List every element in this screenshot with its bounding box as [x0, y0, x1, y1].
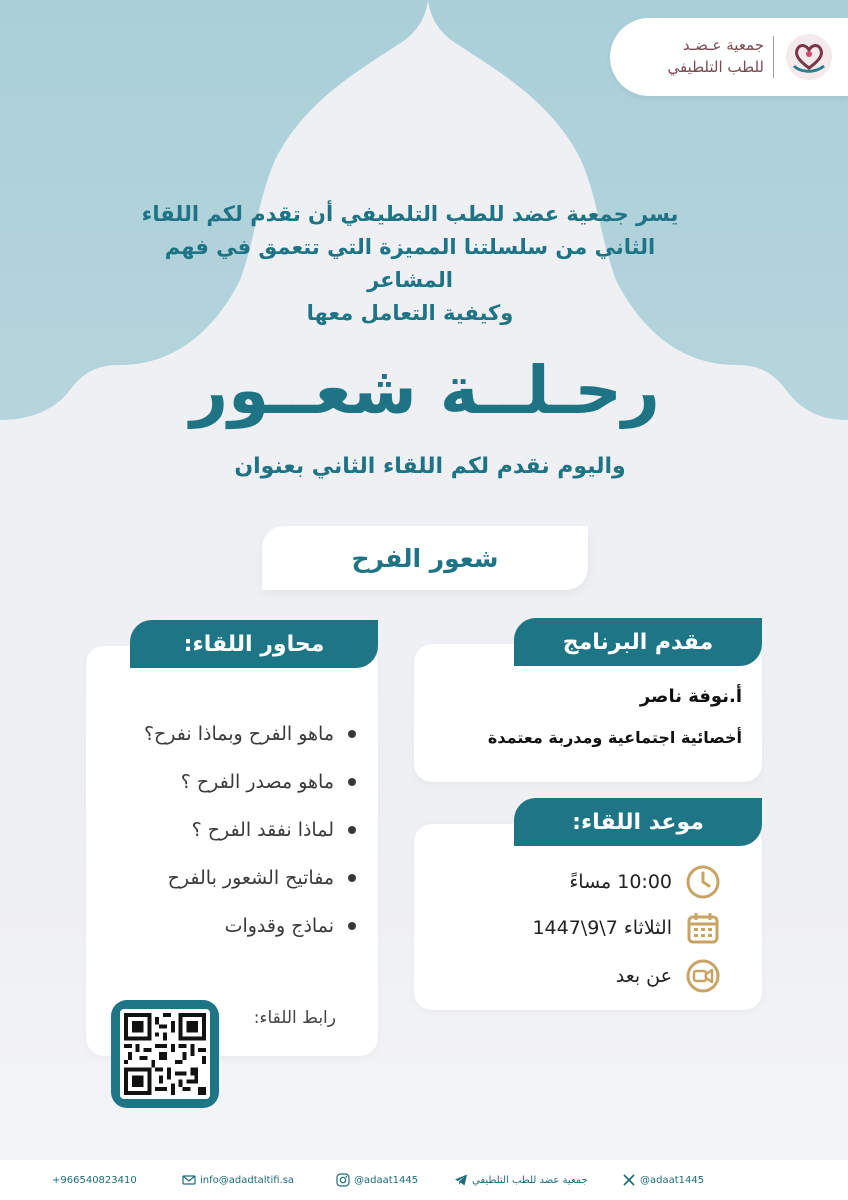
logo-card [610, 18, 848, 96]
mode-row [442, 954, 722, 998]
calendar-icon [684, 909, 722, 947]
presenter-heading: مقدم البرنامج [514, 618, 762, 666]
bullet-icon [348, 730, 356, 738]
logo-line-2: للطب التلطيفي [667, 58, 764, 76]
qr-code[interactable] [111, 1000, 219, 1108]
clock-icon [684, 863, 722, 901]
email-icon [182, 1173, 196, 1187]
schedule-heading: موعد اللقاء: [514, 798, 762, 846]
instagram-icon [336, 1173, 350, 1187]
bullet-icon [348, 778, 356, 786]
time-row [442, 860, 722, 904]
bullet-icon [348, 826, 356, 834]
intro-line-2: الثاني من سلسلتنا المميزة التي تتعمق في فهم المشاعر [164, 235, 656, 292]
heart-hands-logo-icon [784, 32, 834, 82]
footer-phone[interactable]: +966540823410 [52, 1174, 137, 1186]
list-item: نماذج وقدوات [96, 902, 356, 950]
meeting-mode: عن بعد [615, 965, 672, 987]
telegram-icon [454, 1173, 468, 1187]
footer-x[interactable]: @adaat1445 [622, 1172, 704, 1188]
x-logo-icon [622, 1173, 636, 1187]
footer-email[interactable]: info@adadtaltifi.sa [182, 1172, 294, 1188]
footer-telegram[interactable]: جمعية عضد للطب التلطيفي [454, 1172, 588, 1188]
list-item: ماهو مصدر الفرح ؟ [96, 758, 356, 806]
bullet-icon [348, 874, 356, 882]
presenter-role: أخصائية اجتماعية ومدربة معتمدة [487, 728, 742, 747]
subtitle: واليوم نقدم لكم اللقاء الثاني بعنوان [234, 454, 626, 479]
intro-line-1: يسر جمعية عضد للطب التلطيفي أن تقدم لكم اللقاء [141, 202, 679, 226]
axes-card [86, 646, 378, 1056]
footer-instagram[interactable]: @adaat1445 [336, 1172, 418, 1188]
qr-code-icon [124, 1013, 206, 1095]
intro-line-3: وكيفية التعامل معها [306, 301, 514, 325]
presenter-name: أ.نوفة ناصر [639, 686, 742, 707]
main-title: رحـلــة شعــور [190, 352, 660, 429]
logo-divider [773, 36, 774, 78]
axes-list [96, 710, 356, 950]
topic-box: شعور الفرح [262, 526, 588, 590]
logo-line-1: جمعية عـضـد [682, 36, 764, 54]
axes-heading: محاور اللقاء: [130, 620, 378, 668]
list-item: ماهو الفرح وبماذا نفرح؟ [96, 710, 356, 758]
list-item: لماذا نفقد الفرح ؟ [96, 806, 356, 854]
logo-text [634, 34, 764, 78]
meeting-date: الثلاثاء 7\9\1447 [532, 917, 672, 939]
intro-text [120, 198, 700, 330]
footer [0, 1160, 848, 1200]
schedule-card [414, 824, 762, 1010]
video-camera-icon [684, 957, 722, 995]
link-label: رابط اللقاء: [253, 1008, 336, 1028]
bullet-icon [348, 922, 356, 930]
date-row [442, 906, 722, 950]
list-item: مفاتيح الشعور بالفرح [96, 854, 356, 902]
meeting-time: 10:00 مساءً [569, 871, 672, 893]
